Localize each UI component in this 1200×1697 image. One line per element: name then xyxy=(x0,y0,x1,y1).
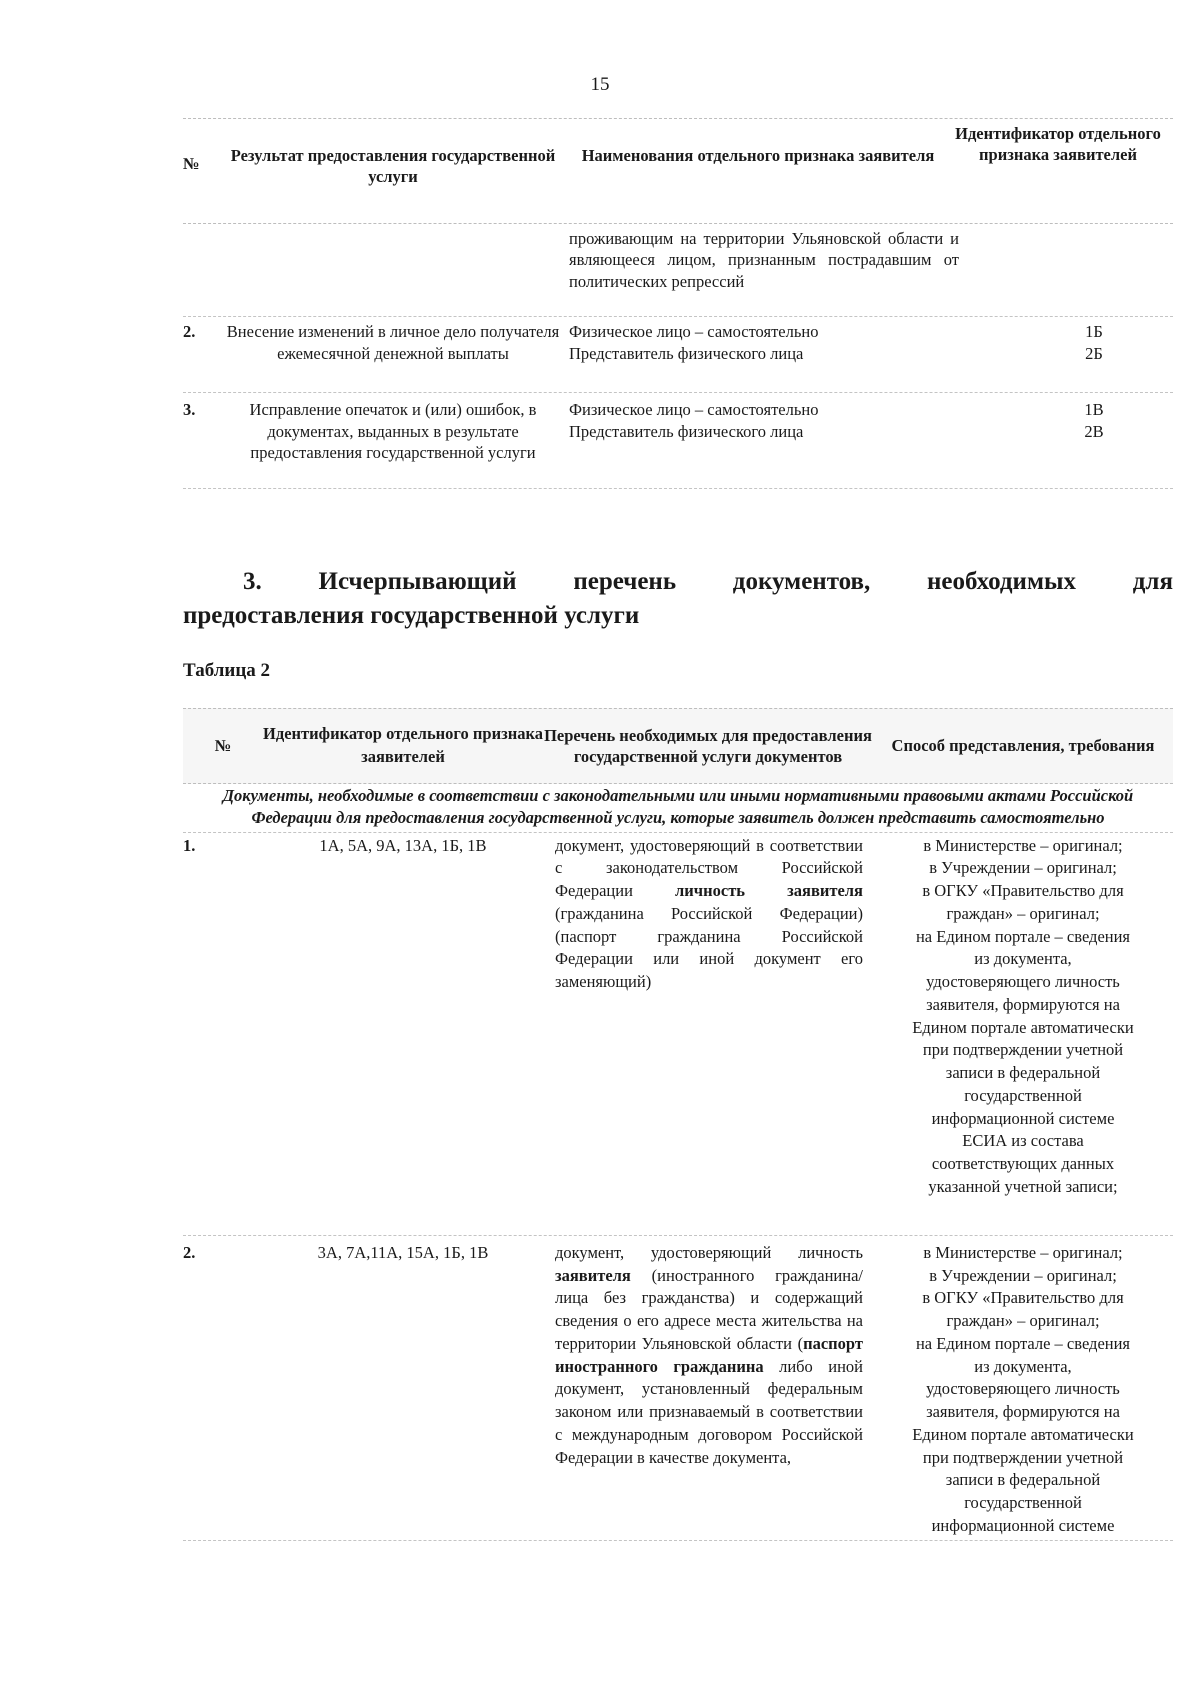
table-row xyxy=(183,833,1173,1236)
row-result: Внесение изменений в личное дело получателя ежемесячной денежной выплаты xyxy=(226,322,560,363)
table-row xyxy=(183,317,1173,393)
feature-item: Физическое лицо – самостоятельно xyxy=(569,400,819,420)
feature-item: Представитель физического лица xyxy=(569,421,804,441)
feature-item: Представитель физического лица xyxy=(569,343,804,363)
row-features xyxy=(563,399,959,463)
heading-word: для xyxy=(1132,568,1173,595)
column-header-result: Результат предоставления государственной услуги xyxy=(230,146,556,187)
row-ids: 1А, 5А, 9А, 13А, 1Б, 1В xyxy=(319,835,487,855)
heading-word: Исчерпывающий xyxy=(318,568,517,595)
column-header-documents: Перечень необходимых для предоставления государственной услуги документов xyxy=(544,725,872,766)
column-header-num: № xyxy=(214,735,232,755)
results-table xyxy=(183,118,1173,489)
table-caption: Таблица 2 xyxy=(183,660,271,681)
row-features xyxy=(563,321,959,364)
column-header-identifier: Идентификатор отдельного признака заявителей xyxy=(955,124,1161,165)
row-number: 2. xyxy=(183,1242,196,1262)
row-method: в Министерстве – оригинал; в Учреждении – оригинал; в ОГКУ «Правительство для граждан» – оригинал; на Едином портале – сведения из документа, удостоверяющего личность заявителя, формируются на Едином портале автоматически при подтверждении учетной записи в федеральной государственной информационной системе xyxy=(912,1242,1134,1535)
bold-phrase: паспорт иностранного гражданина xyxy=(555,1333,863,1376)
row-document: документ, удостоверяющий в соответствии с законодательством Российской Федерации личность заявителя (гражданина Российской Федерации) (паспорт гражданина Российской Федерации или иной документ его заменяющий) xyxy=(555,835,863,992)
id-item: 1В xyxy=(1084,400,1104,420)
column-header-identifier: Идентификатор отдельного признака заявителей xyxy=(263,724,543,766)
page-number: 15 xyxy=(590,74,610,95)
table-subheader: Документы, необходимые в соответствии с законодательными или иными нормативными правовыми актами Российской Федерации для предоставления государственной услуги, которые заявитель должен представить самостоятельно xyxy=(183,784,1173,833)
heading-word: необходимых xyxy=(927,568,1077,595)
row-document: документ, удостоверяющий личность заявителя (иностранного гражданина/ лица без гражданства) и содержащий сведения о его адресе места жительства на территории Ульяновской области (паспорт иностранного гражданина либо иной документ, установленный федеральным законом или признаваемый в соответствии с международным договором Российской Федерации в качестве документа, xyxy=(555,1242,863,1467)
id-item: 2В xyxy=(1084,421,1104,441)
results-table-header xyxy=(183,118,1173,224)
row-number: 3. xyxy=(183,400,196,420)
section-heading-line1 xyxy=(183,565,1173,599)
documents-table-header xyxy=(183,708,1173,784)
row-method: в Министерстве – оригинал; в Учреждении – оригинал; в ОГКУ «Правительство для граждан» – оригинал; на Едином портале – сведения из документа, удостоверяющего личность заявителя, формируются на Едином портале автоматически при подтверждении учетной записи в федеральной государственной информационной системе ЕСИА из состава соответствующих данных указанной учетной записи; xyxy=(912,835,1134,1197)
section-number: 3. xyxy=(243,568,262,595)
table-row xyxy=(183,393,1173,488)
documents-table xyxy=(183,708,1173,1541)
column-header-num: № xyxy=(183,154,200,173)
column-header-feature: Наименования отдельного признака заявителя xyxy=(581,146,935,165)
row-ids xyxy=(959,399,1199,463)
section-heading xyxy=(183,565,1173,634)
row-ids: 3А, 7А,11А, 15А, 1Б, 1В xyxy=(317,1242,489,1262)
table-row xyxy=(183,224,1173,317)
row-number: 1. xyxy=(183,835,196,855)
heading-word: документов, xyxy=(732,568,871,595)
id-item: 1Б xyxy=(1085,322,1103,342)
continuation-text: проживающим на территории Ульяновской области и являющееся лицом, признанным пострадавшим от политических репрессий xyxy=(569,229,959,291)
id-item: 2Б xyxy=(1085,343,1103,363)
bold-phrase: заявителя xyxy=(555,1265,631,1285)
row-number: 2. xyxy=(183,322,196,342)
section-heading-line2: предоставления государственной услуги xyxy=(183,602,640,630)
bold-phrase: личность заявителя xyxy=(675,881,863,901)
column-header-method: Способ представления, требования xyxy=(891,735,1155,755)
row-ids xyxy=(959,321,1199,364)
table-row xyxy=(183,1236,1173,1541)
row-result: Исправление опечаток и (или) ошибок, в документах, выданных в результате предоставления государственной услуги xyxy=(249,400,537,463)
feature-item: Физическое лицо – самостоятельно xyxy=(569,322,819,342)
heading-word: перечень xyxy=(573,568,677,595)
